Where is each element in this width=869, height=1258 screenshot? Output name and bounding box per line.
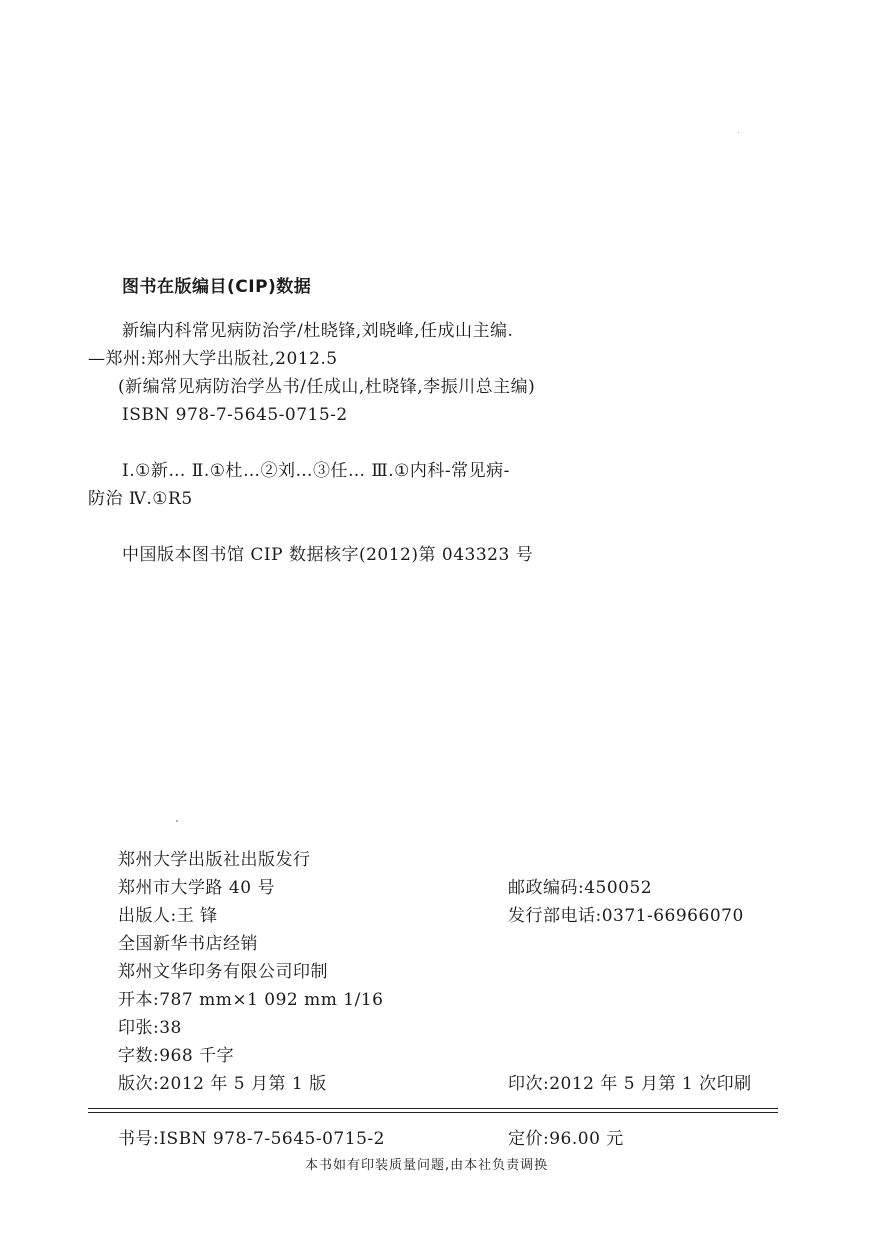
- cip-approval-line: 中国版本图书馆 CIP 数据核字(2012)第 043323 号: [122, 545, 534, 565]
- imprint-edition: 版次:2012 年 5 月第 1 版: [118, 1074, 327, 1094]
- imprint-address: 郑州市大学路 40 号: [118, 878, 275, 898]
- imprint-issuer: 郑州大学出版社出版发行: [118, 850, 311, 870]
- imprint-sheets: 印张:38: [118, 1018, 182, 1038]
- cip-heading: 图书在版编目(CIP)数据: [122, 277, 312, 297]
- imprint-postcode: 邮政编码:450052: [508, 878, 653, 898]
- cip-isbn-line: ISBN 978-7-5645-0715-2: [122, 405, 348, 425]
- cip-subject-line-1: Ⅰ.①新… Ⅱ.①杜…②刘…③任… Ⅲ.①内科-常见病-: [122, 461, 510, 481]
- footer-quality-note: 本书如有印装质量问题,由本社负责调换: [305, 1158, 549, 1173]
- footer-price: 定价:96.00 元: [508, 1129, 624, 1149]
- cip-publisher-line: —郑州:郑州大学出版社,2012.5: [88, 349, 338, 369]
- footer-book-number: 书号:ISBN 978-7-5645-0715-2: [118, 1129, 385, 1149]
- cip-title-line: 新编内科常见病防治学/杜晓锋,刘晓峰,任成山主编.: [122, 321, 514, 341]
- imprint-publisher-person: 出版人:王 锋: [118, 906, 218, 926]
- imprint-distributor: 全国新华书店经销: [118, 934, 258, 954]
- imprint-printer: 郑州文华印务有限公司印制: [118, 962, 328, 982]
- scan-speck: [738, 132, 739, 133]
- imprint-format: 开本:787 mm×1 092 mm 1/16: [118, 990, 384, 1010]
- scan-speck: [176, 820, 178, 822]
- imprint-phone: 发行部电话:0371-66966070: [508, 906, 744, 926]
- cip-subject-line-2: 防治 Ⅳ.①R5: [88, 489, 193, 509]
- imprint-word-count: 字数:968 千字: [118, 1046, 235, 1066]
- divider-rule-bottom: [88, 1112, 778, 1113]
- cip-series-line: (新编常见病防治学丛书/任成山,杜晓锋,李振川总主编): [118, 377, 536, 397]
- divider-rule-top: [88, 1108, 778, 1109]
- imprint-printing: 印次:2012 年 5 月第 1 次印刷: [508, 1074, 752, 1094]
